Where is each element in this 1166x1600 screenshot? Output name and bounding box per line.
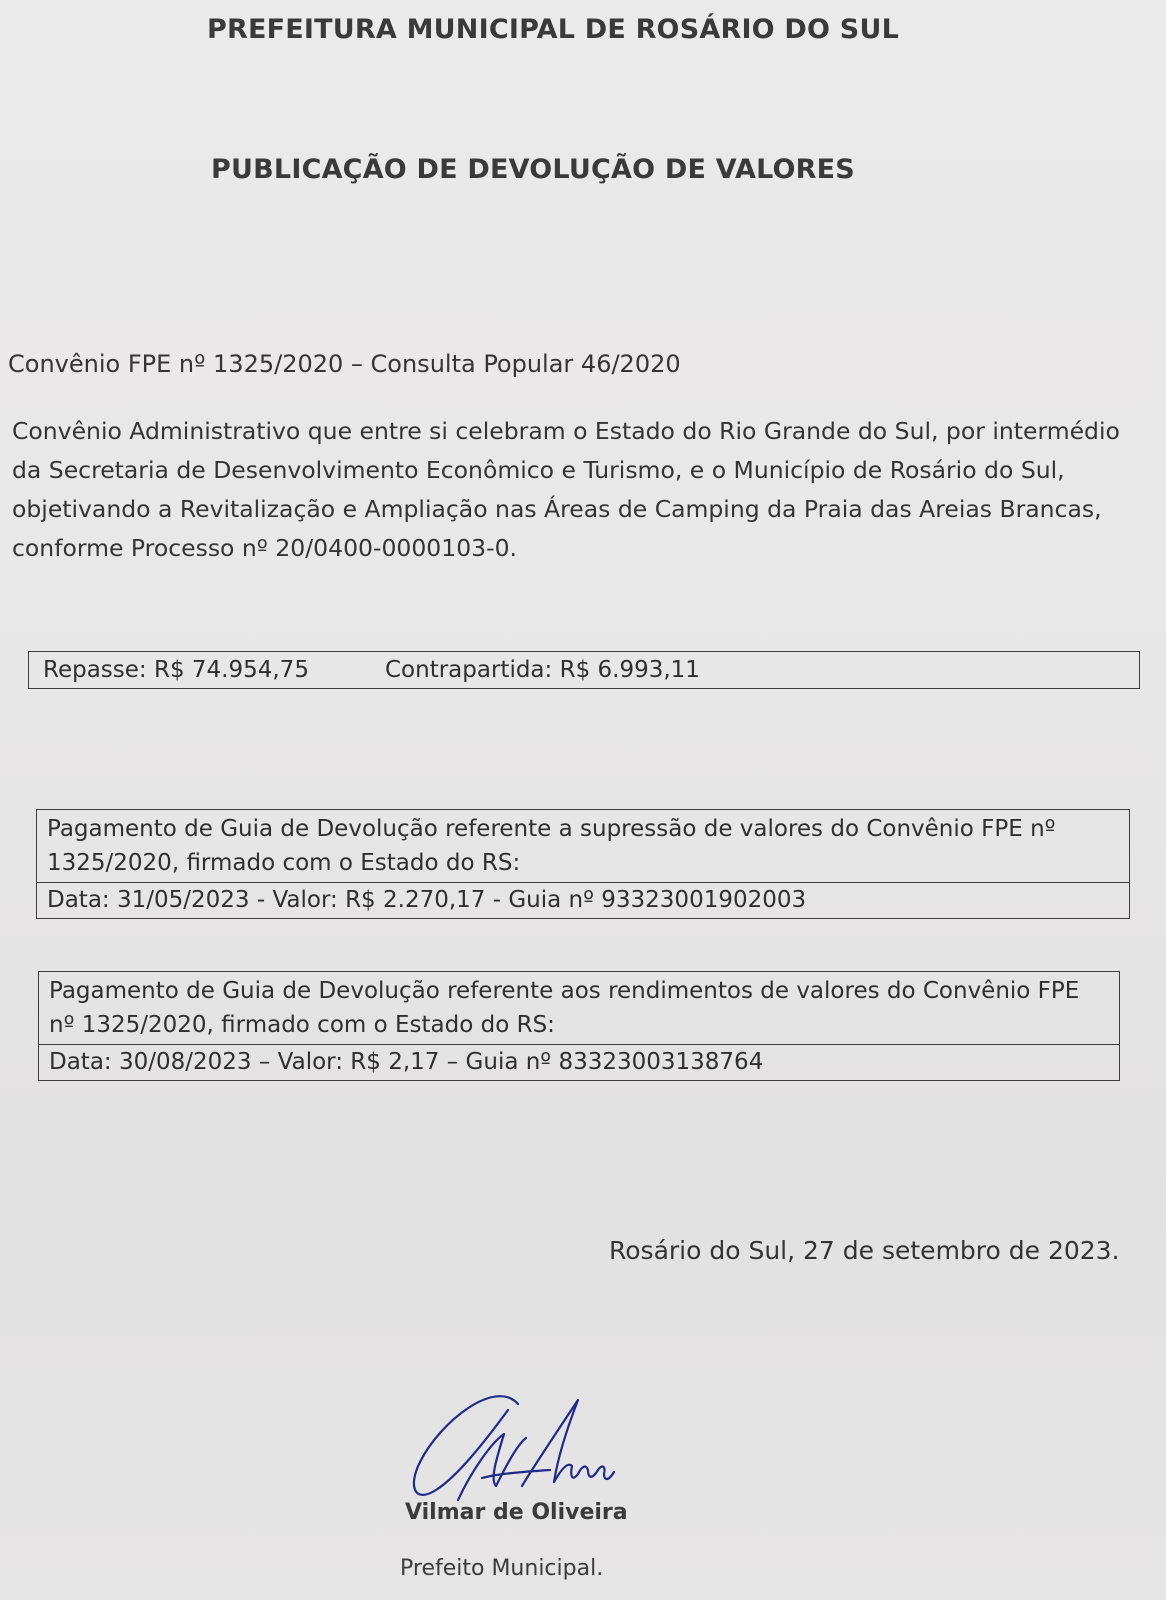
organization-heading: PREFEITURA MUNICIPAL DE ROSÁRIO DO SUL bbox=[207, 14, 899, 45]
payment-description: Pagamento de Guia de Devolução referente aos rendimentos de valores do Convênio FPE nº 1325/2020, firmado com o Estado do RS: bbox=[39, 972, 1119, 1045]
document-title: PUBLICAÇÃO DE DEVOLUÇÃO DE VALORES bbox=[211, 154, 855, 185]
repasse-value: Repasse: R$ 74.954,75 bbox=[43, 657, 309, 683]
values-box bbox=[28, 651, 1140, 689]
payment-details: Data: 30/08/2023 – Valor: R$ 2,17 – Guia nº 83323003138764 bbox=[49, 1049, 764, 1075]
payment-description: Pagamento de Guia de Devolução referente a supressão de valores do Convênio FPE nº 1325/2020, firmado com o Estado do RS: bbox=[37, 810, 1129, 883]
payment-box bbox=[36, 809, 1130, 919]
payment-box bbox=[38, 971, 1120, 1081]
place-and-date: Rosário do Sul, 27 de setembro de 2023. bbox=[609, 1236, 1120, 1265]
signer-name: Vilmar de Oliveira bbox=[405, 1500, 628, 1525]
contrapartida-value: Contrapartida: R$ 6.993,11 bbox=[385, 657, 700, 683]
payment-details: Data: 31/05/2023 - Valor: R$ 2.270,17 - Guia nº 93323001902003 bbox=[47, 887, 807, 913]
signer-role: Prefeito Municipal. bbox=[400, 1556, 604, 1581]
convenio-description: Convênio Administrativo que entre si celebram o Estado do Rio Grande do Sul, por intermédio da Secretaria de Desenvolvimento Econômico e Turismo, e o Município de Rosário do Sul, objetivando a Revitalização e Ampliação nas Áreas de Camping da Praia das Areias Brancas, conforme Processo nº 20/0400-0000103-0. bbox=[12, 417, 1120, 562]
convenio-reference: Convênio FPE nº 1325/2020 – Consulta Popular 46/2020 bbox=[8, 350, 681, 378]
